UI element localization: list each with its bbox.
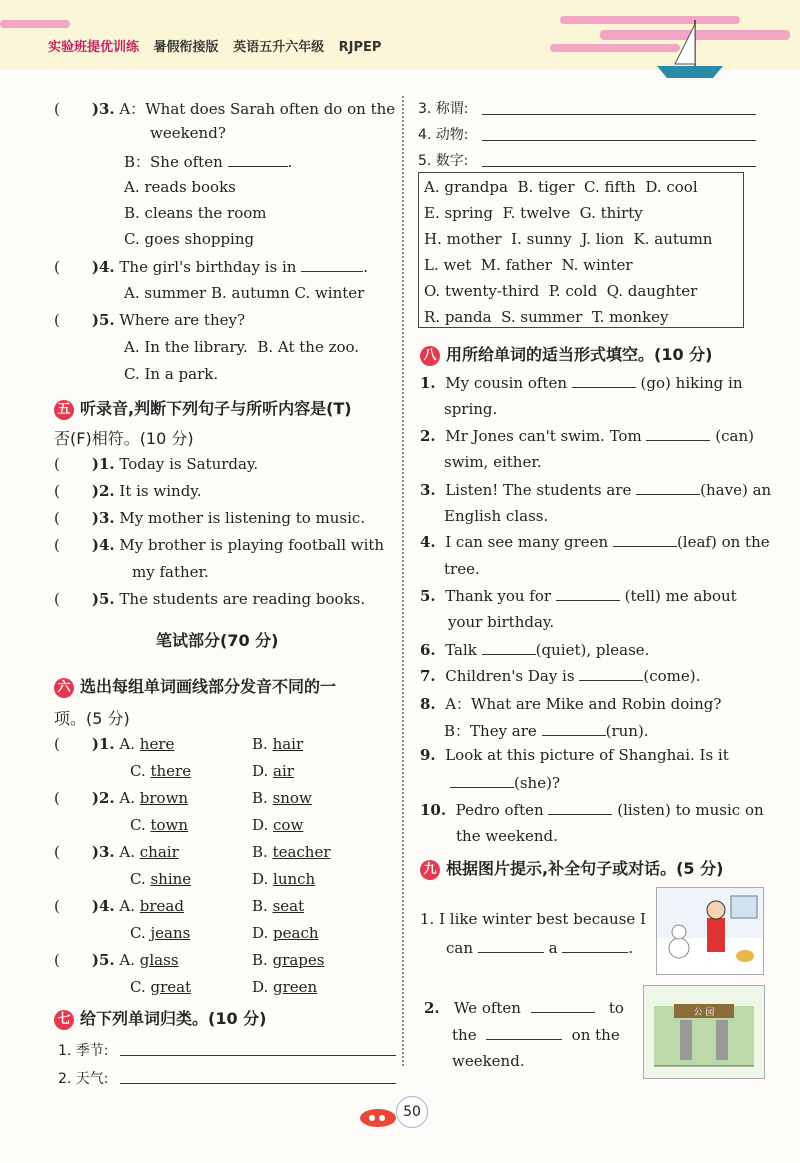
s8-item-4: 4. I can see many green (leaf) on the <box>420 533 770 551</box>
s5-item-1: ( )1. Today is Saturday. <box>54 455 259 473</box>
category-numbers-label: 5. 数字: <box>418 153 469 169</box>
word-bank-row-6: R. panda S. summer T. monkey <box>424 308 669 326</box>
s8-item-2: 2. Mr Jones can't swim. Tom (can) <box>420 427 754 445</box>
section-5-title: 五 听录音,判断下列句子与所听内容是(T) <box>54 396 352 420</box>
page-number: 50 <box>396 1096 428 1128</box>
category-seasons-line[interactable] <box>120 1055 396 1056</box>
submarine-icon <box>356 1100 400 1130</box>
q4-options: A. summer B. autumn C. winter <box>124 284 365 302</box>
column-divider <box>402 96 404 1066</box>
section-7-title: 七 给下列单词归类。(10 分) <box>54 1006 266 1030</box>
s9-question-2-line2: the on the <box>452 1026 620 1044</box>
q3-option-a: A. reads books <box>124 178 236 196</box>
category-animals-label: 4. 动物: <box>418 127 469 143</box>
s9-question-2: 2. We often to <box>424 999 624 1017</box>
q3-option-c: C. goes shopping <box>124 230 255 248</box>
q3-option-b: B. cleans the room <box>124 204 267 222</box>
category-weather-label: 2. 天气: <box>58 1071 109 1087</box>
q5-options2: C. In a park. <box>124 365 219 383</box>
word-bank-row-3: H. mother I. sunny J. lion K. autumn <box>424 230 713 248</box>
written-part-title: 笔试部分(70 分) <box>156 631 279 650</box>
s8-item-5-line2: your birthday. <box>448 613 555 631</box>
q3-b: B：She often . <box>124 153 293 171</box>
section-8-title: 八 用所给单词的适当形式填空。(10 分) <box>420 342 712 366</box>
s5-item-4: ( )4. My brother is playing football with <box>54 536 385 554</box>
s9-question-1: 1. I like winter best because I <box>420 910 646 928</box>
q3-line2: weekend? <box>150 124 226 142</box>
s8-item-6: 6. Talk (quiet), please. <box>420 641 650 659</box>
s9-question-2-line3: weekend. <box>452 1052 525 1070</box>
s8-item-3-line2: English class. <box>444 507 549 525</box>
section-6-title2: 项。(5 分) <box>54 709 130 728</box>
park-sign: 公 园 <box>693 1008 715 1018</box>
s5-item-2: ( )2. It is windy. <box>54 482 202 500</box>
category-titles-line[interactable] <box>482 114 756 115</box>
s8-item-2-line2: swim, either. <box>444 453 542 471</box>
word-bank-row-1: A. grandpa B. tiger C. fifth D. cool <box>424 178 698 196</box>
header-badge: 实验班提优训练 <box>48 40 140 55</box>
question-3: ( )3. A：What does Sarah often do on the <box>54 100 396 118</box>
s8-item-9-line2: (she)? <box>450 773 560 792</box>
category-animals-line[interactable] <box>482 140 756 141</box>
snowman-girl-image <box>657 888 763 974</box>
s8-item-1: 1. My cousin often (go) hiking in <box>420 374 743 392</box>
header-edition: 暑假衔接版 <box>153 40 219 55</box>
s8-item-1-line2: spring. <box>444 400 498 418</box>
section-5-title2: 否(F)相符。(10 分) <box>54 429 194 448</box>
q5-options1: A. In the library. B. At the zoo. <box>124 338 360 356</box>
s8-item-9: 9. Look at this picture of Shanghai. Is it <box>420 746 729 764</box>
word-bank-row-4: L. wet M. father N. winter <box>424 256 633 274</box>
s8-item-8-line2: B：They are (run). <box>444 722 649 740</box>
s8-item-5: 5. Thank you for (tell) me about <box>420 587 737 605</box>
s8-item-4-line2: tree. <box>444 560 480 578</box>
s8-item-10: 10. Pedro often (listen) to music on <box>420 801 764 819</box>
s5-item-4-line2: my father. <box>132 563 209 581</box>
category-weather-line[interactable] <box>120 1083 396 1084</box>
s9-question-1-line2: can a . <box>446 939 634 957</box>
s8-item-7: 7. Children's Day is (come). <box>420 667 701 685</box>
question-4: ( )4. The girl's birthday is in . <box>54 258 369 276</box>
word-bank-row-2: E. spring F. twelve G. thirty <box>424 204 643 222</box>
section-9-title: 九 根据图片提示,补全句子或对话。(5 分) <box>420 856 723 880</box>
category-titles-label: 3. 称谓: <box>418 101 469 117</box>
header-code: RJPEP <box>338 40 382 55</box>
s8-item-8: 8. A：What are Mike and Robin doing? <box>420 695 722 713</box>
s5-item-5: ( )5. The students are reading books. <box>54 590 366 608</box>
category-numbers-line[interactable] <box>482 166 756 167</box>
boat-icon <box>655 18 725 80</box>
word-bank-row-5: O. twenty-third P. cold Q. daughter <box>424 282 698 300</box>
header-subject: 英语五升六年级 <box>233 40 325 55</box>
category-seasons-label: 1. 季节: <box>58 1043 109 1059</box>
park-gate-image <box>644 986 764 1078</box>
header-text <box>48 36 391 55</box>
header-decoration <box>0 20 70 28</box>
s8-item-3: 3. Listen! The students are (have) an <box>420 481 772 499</box>
question-5: ( )5. Where are they? <box>54 311 246 329</box>
s8-item-10-line2: the weekend. <box>456 827 558 845</box>
park-picture <box>643 985 765 1079</box>
s5-item-3: ( )3. My mother is listening to music. <box>54 509 366 527</box>
section-6-title: 六 选出每组单词画线部分发音不同的一 <box>54 674 336 698</box>
winter-picture <box>656 887 764 975</box>
